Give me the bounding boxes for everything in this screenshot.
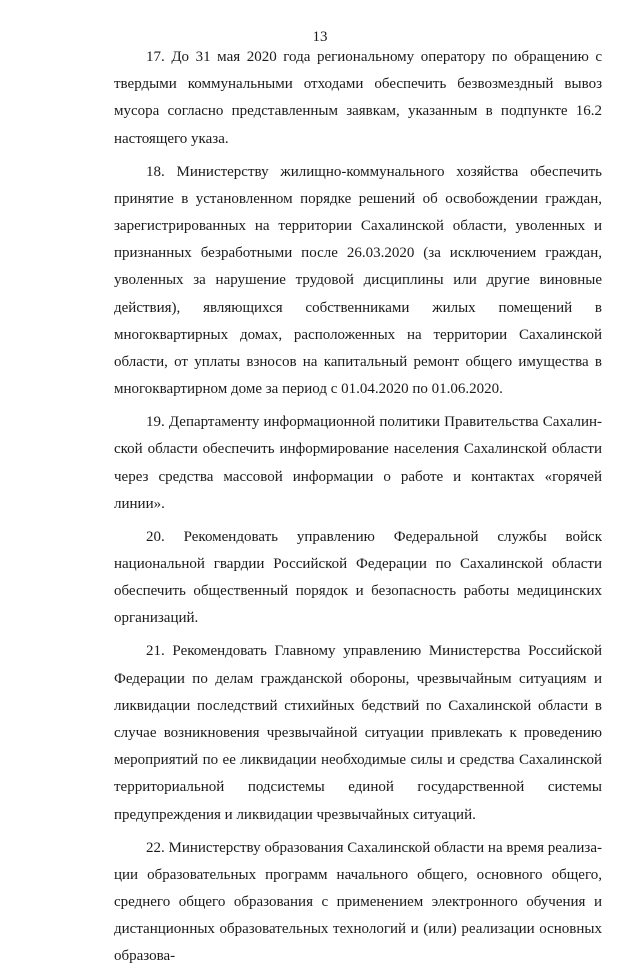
- paragraph-20: 20. Рекомендовать управлению Федеральной службы войск национальной гвардии Российской Федерации по Сахалинской области обеспечить общественный порядок и безопасность работы медицинских организаций.: [114, 528, 602, 627]
- paragraph-22: 22. Министерству образования Сахалинской области на время реализации образовательных программ начального общего, основного общего, среднего общего образования с применением электронного обучения и дистанционных образовательных технологий и (или) реализации основных образова-: [114, 839, 602, 965]
- paragraph-17: 17. До 31 мая 2020 года региональному оператору по обращению с твердыми коммунальными отходами обеспечить безвозмездный вывоз мусора согласно представленным заявкам, указанным в подпункте 16.2 настоящего указа.: [114, 49, 602, 147]
- paragraph-19: 19. Департаменту информационной политики Правительства Сахалинской области обеспечить информирование населения Сахалинской области через средства массовой информации о работе и контактах «горячей линии».: [114, 414, 602, 512]
- paragraph-21: 21. Рекомендовать Главному управлению Министерства Российской Федерации по делам гражданской обороны, чрезвычайным ситуациям и ликвидации последствий стихийных бедствий по Сахалинской области в случае возникновения чрезвычайной ситуации привлекать к проведению мероприятий по ее ликвидации необходимые силы и средства Сахалинской территориальной подсистемы единой государственной системы предупреждения и ликвидации чрезвычайных ситуаций.: [114, 643, 602, 823]
- page-number: 13: [312, 29, 328, 45]
- paragraph-18: 18. Министерству жилищно-коммунального хозяйства обеспечить принятие в установленном порядке решений об освобождении граждан, зарегистрированных на территории Сахалинской области, уволенных и признанных безработными после 26.03.2020 (за исключением граждан, уволенных за нарушение трудовой дисциплины или другие виновные действия), являющихся собственниками жилых помещений в многоквартирных домах, расположенных на территории Сахалинской области, от уплаты взносов на капитальный ремонт общего имущества в многоквартирном доме за период с 01.04.2020 по 01.06.2020.: [114, 163, 602, 398]
- document-body: [114, 44, 602, 971]
